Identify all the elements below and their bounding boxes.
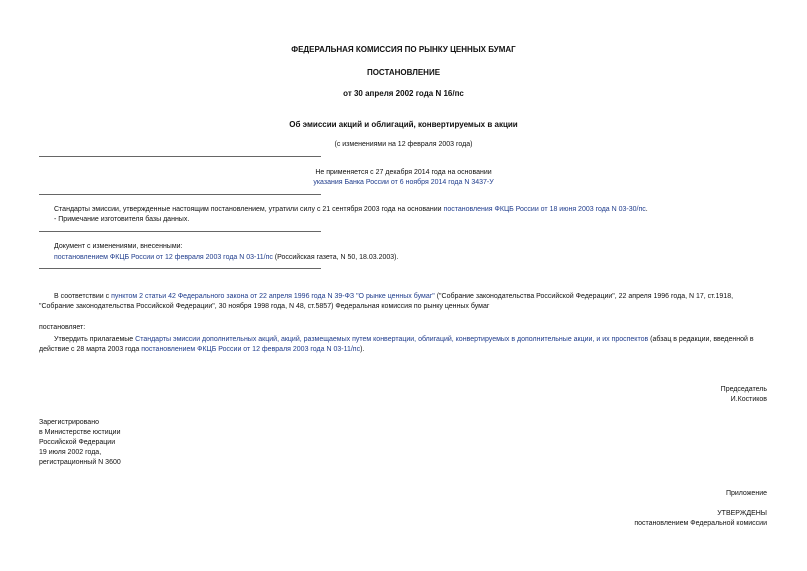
law-link[interactable]: пунктом 2 статьи 42 Федерального закона от 22 апреля 1996 года N 39-ФЗ "О рынке ценных бумаг"	[111, 293, 435, 300]
note-expired: Стандарты эмиссии, утвержденные настоящим постановлением, утратили силу с 21 сентября 2003 года на основании постановления ФКЦБ России от 18 июня 2003 года N 03-30/пс.	[54, 206, 648, 213]
note-changes-row: постановлением ФКЦБ России от 12 февраля 2003 года N 03-11/пс (Российская газета, N 50, 18.03.2003).	[54, 254, 399, 261]
approved-label: УТВЕРЖДЕНЫ	[717, 510, 767, 517]
doc-type: ПОСТАНОВЛЕНИЕ	[366, 68, 441, 77]
resolution-link[interactable]: постановлением ФКЦБ России от 12 февраля 2003 года N 03-11/пс	[141, 346, 361, 353]
note-db-maker: - Примечание изготовителя базы данных.	[54, 216, 190, 223]
note-changes-link[interactable]: постановлением ФКЦБ России от 12 февраля 2003 года N 03-11/пс	[54, 254, 273, 261]
registration-line: Российской Федерации	[39, 439, 116, 446]
not-applied-link-row	[0, 178, 807, 188]
doc-date-number: от 30 апреля 2002 года N 16/пс	[343, 89, 464, 98]
divider	[39, 194, 321, 195]
registration-line: регистрационный N 3600	[39, 459, 121, 466]
decides-label: постановляет:	[39, 324, 86, 331]
divider	[39, 268, 321, 269]
body-paragraph-2: Утвердить прилагаемые Стандарты эмиссии дополнительных акций, акций, размещаемых путем конвертации, облигаций, конвертируемых в дополнительные акции, и их проспектов (абзац в редакции, введенной в действие с 28 марта 2003 года постановлением ФКЦБ России от 12 февраля 2003 года N 03-11/пс).	[39, 336, 754, 353]
signer-position: Председатель	[720, 386, 767, 393]
doc-subject: Об эмиссии акций и облигаций, конвертируемых в акции	[289, 120, 518, 129]
divider	[39, 231, 321, 232]
registration-line: 19 июля 2002 года,	[39, 449, 102, 456]
org-title: ФЕДЕРАЛЬНАЯ КОМИССИЯ ПО РЫНКУ ЦЕННЫХ БУМАГ	[291, 45, 516, 54]
appendix-label: Приложение	[725, 490, 767, 497]
standards-link[interactable]: Стандарты эмиссии дополнительных акций, акций, размещаемых путем конвертации, облигаций, конвертируемых в дополнительные акции, и их проспектов	[135, 336, 649, 343]
registration-line: Зарегистрировано	[39, 419, 99, 426]
note-changes-title: Документ с изменениями, внесенными:	[54, 243, 183, 250]
approved-by: постановлением Федеральной комиссии	[634, 520, 767, 527]
body-paragraph-1: В соответствии с пунктом 2 статьи 42 Федерального закона от 22 апреля 1996 года N 39-ФЗ "О рынке ценных бумаг" ("Собрание законодательства Российской Федерации", 22 апреля 1996 года, N 17, ст.1918, "Собрание законодательства Российской Федерации", 30 ноября 1998 года, N 48, ст.5857) Федеральная комиссия по рынку ценных бумаг	[39, 293, 734, 310]
note-expired-link[interactable]: постановления ФКЦБ России от 18 июня 2003 года N 03-30/пс	[443, 206, 646, 213]
not-applied-line: Не применяется с 27 декабря 2014 года на основании	[315, 169, 492, 176]
signer-name: И.Костиков	[730, 396, 767, 403]
amendments-note: (с изменениями на 12 февраля 2003 года)	[334, 141, 473, 148]
registration-block	[39, 418, 121, 468]
not-applied-link[interactable]: указания Банка России от 6 ноября 2014 года N 3437-У	[313, 179, 494, 186]
divider	[39, 156, 321, 157]
registration-line: в Министерстве юстиции	[39, 429, 121, 436]
